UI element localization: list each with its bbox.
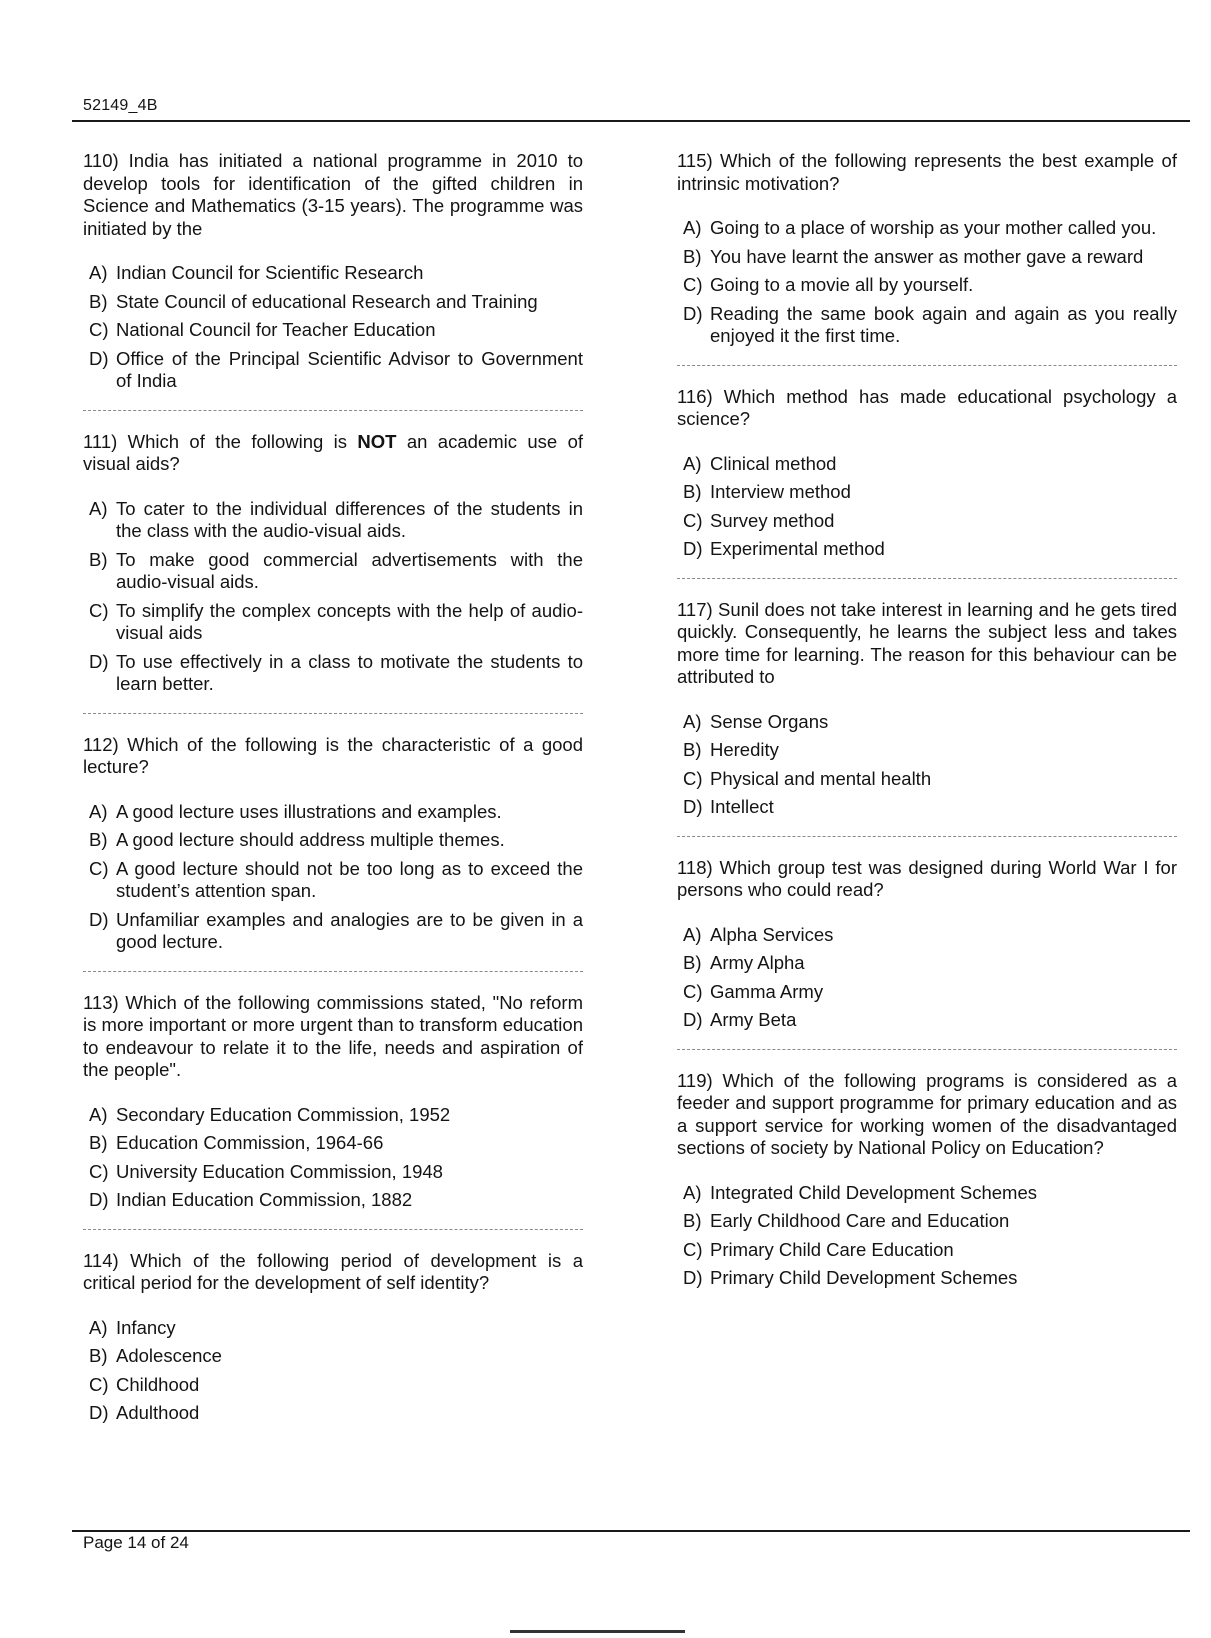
option-c: C) A good lecture should not be too long as to exceed the student’s attention span. <box>89 857 583 901</box>
option-a: A) Infancy <box>89 1316 176 1338</box>
option-a: A) A good lecture uses illustrations and examples. <box>89 800 502 822</box>
question-117 <box>677 599 1177 819</box>
question-110 <box>83 150 583 393</box>
question-116 <box>677 386 1177 561</box>
question-divider <box>677 1049 1177 1050</box>
question-text: 118) Which group test was designed during World War I for persons who could read? <box>677 856 1178 900</box>
options-list <box>677 453 1177 561</box>
options-list <box>677 217 1177 348</box>
option-a: A) Integrated Child Development Schemes <box>683 1181 1038 1203</box>
header-rule <box>72 120 1190 122</box>
option-a: A) Indian Council for Scientific Research <box>89 262 424 283</box>
option-b: B) A good lecture should address multiple themes. <box>89 829 505 850</box>
options-list <box>83 1317 583 1425</box>
page-number: Page 14 of 24 <box>83 1533 189 1552</box>
question-text: 119) Which of the following programs is considered as a feeder and support programme for primary education and as a support service for working women of the disadvantaged sections of society by National Policy on Education? <box>677 1069 1177 1158</box>
option-d: D) Intellect <box>683 796 774 817</box>
option-c: C) Physical and mental health <box>683 767 932 789</box>
option-b: B) Heredity <box>683 739 779 760</box>
question-114 <box>83 1250 583 1425</box>
question-divider <box>83 971 583 972</box>
question-text: 116) Which method has made educational psychology a science? <box>677 385 1177 429</box>
option-d: D) Army Beta <box>683 1009 797 1030</box>
option-a: A) Going to a place of worship as your mother called you. <box>683 217 1157 238</box>
option-a: A) Alpha Services <box>683 923 834 945</box>
option-c: C) Survey method <box>683 509 835 531</box>
option-d: D) To use effectively in a class to motivate the students to learn better. <box>89 650 583 694</box>
option-a: A) Sense Organs <box>683 710 829 732</box>
option-c: C) University Education Commission, 1948 <box>89 1160 443 1182</box>
option-d: D) Office of the Principal Scientific Advisor to Government of India <box>89 347 583 391</box>
option-b: B) You have learnt the answer as mother gave a reward <box>683 245 1144 267</box>
question-text: 110) India has initiated a national programme in 2010 to develop tools for identification of the gifted children in Science and Mathematics (3-15 years). The programme was initiated by the <box>83 150 583 239</box>
option-a: A) Secondary Education Commission, 1952 <box>89 1103 451 1125</box>
question-118 <box>677 857 1177 1032</box>
option-c: C) Childhood <box>89 1373 200 1395</box>
right-column <box>677 150 1177 1296</box>
scan-edge-mark <box>510 1630 685 1633</box>
option-b: B) Early Childhood Care and Education <box>683 1210 1010 1231</box>
question-text: 113) Which of the following commissions stated, "No reform is more important or more urgent than to transform education to endeavour to relate it to the life, needs and aspiration of the people". <box>83 991 584 1080</box>
option-d: D) Reading the same book again and again as you really enjoyed it the first time. <box>683 302 1177 346</box>
question-divider <box>83 1229 583 1230</box>
question-111 <box>83 431 583 696</box>
option-c: C) Primary Child Care Education <box>683 1238 954 1260</box>
option-d: D) Primary Child Development Schemes <box>683 1267 1018 1288</box>
options-list <box>83 498 583 696</box>
question-text: 112) Which of the following is the characteristic of a good lecture? <box>83 733 584 777</box>
paper-code: 52149_4B <box>83 97 158 114</box>
options-list <box>677 924 1177 1032</box>
question-115 <box>677 150 1177 348</box>
question-text: 111) Which of the following is NOT an academic use of visual aids? <box>83 430 583 474</box>
question-divider <box>677 365 1177 366</box>
option-b: B) To make good commercial advertisements with the audio-visual aids. <box>89 548 583 592</box>
question-text: 115) Which of the following represents the best example of intrinsic motivation? <box>677 150 1177 194</box>
question-divider <box>677 836 1177 837</box>
option-b: B) State Council of educational Research and Training <box>89 290 538 312</box>
option-b: B) Army Alpha <box>683 952 805 973</box>
question-113 <box>83 992 583 1212</box>
option-c: C) National Council for Teacher Education <box>89 319 436 340</box>
option-d: D) Experimental method <box>683 538 885 559</box>
options-list <box>83 1104 583 1212</box>
option-c: C) To simplify the complex concepts with the help of audio-visual aids <box>89 599 583 643</box>
option-d: D) Unfamiliar examples and analogies are to be given in a good lecture. <box>89 908 583 952</box>
option-c: C) Going to a movie all by yourself. <box>683 274 974 295</box>
option-b: B) Interview method <box>683 481 851 502</box>
options-list <box>677 1182 1177 1290</box>
options-list <box>83 801 583 954</box>
option-b: B) Adolescence <box>89 1345 222 1366</box>
footer-rule <box>72 1530 1190 1532</box>
question-divider <box>677 578 1177 579</box>
left-column <box>83 150 583 1431</box>
option-d: D) Indian Education Commission, 1882 <box>89 1189 413 1210</box>
option-c: C) Gamma Army <box>683 980 824 1002</box>
question-119 <box>677 1070 1177 1290</box>
option-a: A) To cater to the individual differences of the students in the class with the audio-visual aids. <box>89 497 583 541</box>
question-text: 114) Which of the following period of development is a critical period for the development of self identity? <box>83 1249 584 1293</box>
options-list <box>677 711 1177 819</box>
option-d: D) Adulthood <box>89 1402 200 1423</box>
option-a: A) Clinical method <box>683 452 837 474</box>
question-divider <box>83 410 583 411</box>
option-b: B) Education Commission, 1964-66 <box>89 1132 384 1153</box>
question-112 <box>83 734 583 954</box>
question-divider <box>83 713 583 714</box>
question-text: 117) Sunil does not take interest in learning and he gets tired quickly. Consequently, he learns the subject less and takes more time for learning. The reason for this behaviour can be attributed to <box>677 598 1177 687</box>
options-list <box>83 262 583 393</box>
